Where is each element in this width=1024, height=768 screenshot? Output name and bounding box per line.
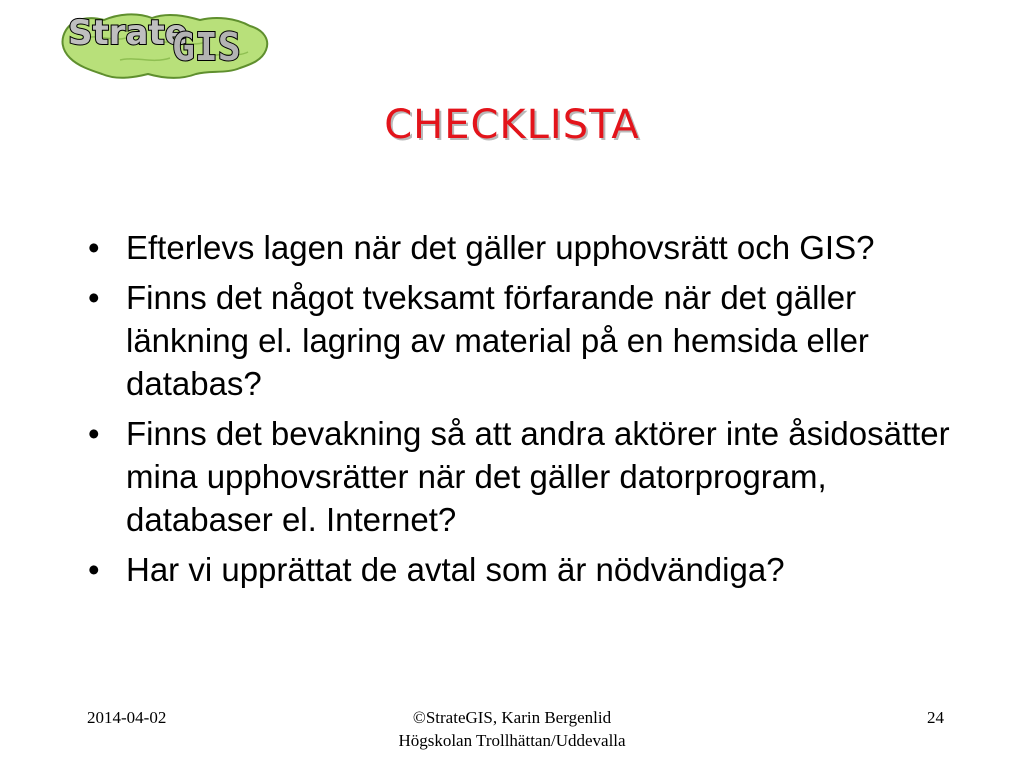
checklist-item [88,412,958,541]
checklist-item [88,548,958,591]
footer-copyright-line-1: ©StrateGIS, Karin Bergenlid [412,708,612,727]
checklist-item-text: Finns det bevakning så att andra aktörer inte åsidosätter mina upphovsrätter när det gäller datorprogram, databaser el. Internet? [126,415,950,538]
footer-copyright [312,706,712,752]
bullet-icon: • [88,229,100,266]
checklist-item-text: Efterlevs lagen när det gäller upphovsrätt och GIS? [126,229,875,266]
checklist-item [88,226,958,269]
checklist-item-text: Har vi upprättat de avtal som är nödvändiga? [126,551,785,588]
checklist-item-text: Finns det något tveksamt förfarande när det gäller länkning el. lagring av material på en hemsida eller databas? [126,279,869,402]
logo-word-strate: Strate [68,13,188,53]
logo-word-gis: GIS [172,25,241,69]
bullet-icon: • [88,551,100,588]
logo-map-graphic [60,8,272,84]
footer-copyright-line-2: Högskolan Trollhättan/Uddevalla [398,731,626,750]
page-number: 24 [927,708,944,727]
bullet-icon: • [88,279,100,316]
checklist [88,226,958,598]
strategis-logo [60,8,272,84]
footer-date: 2014-04-02 [87,708,167,727]
checklist-item [88,276,958,405]
slide-title: CHECKLISTA [384,102,640,148]
bullet-icon: • [88,415,100,452]
